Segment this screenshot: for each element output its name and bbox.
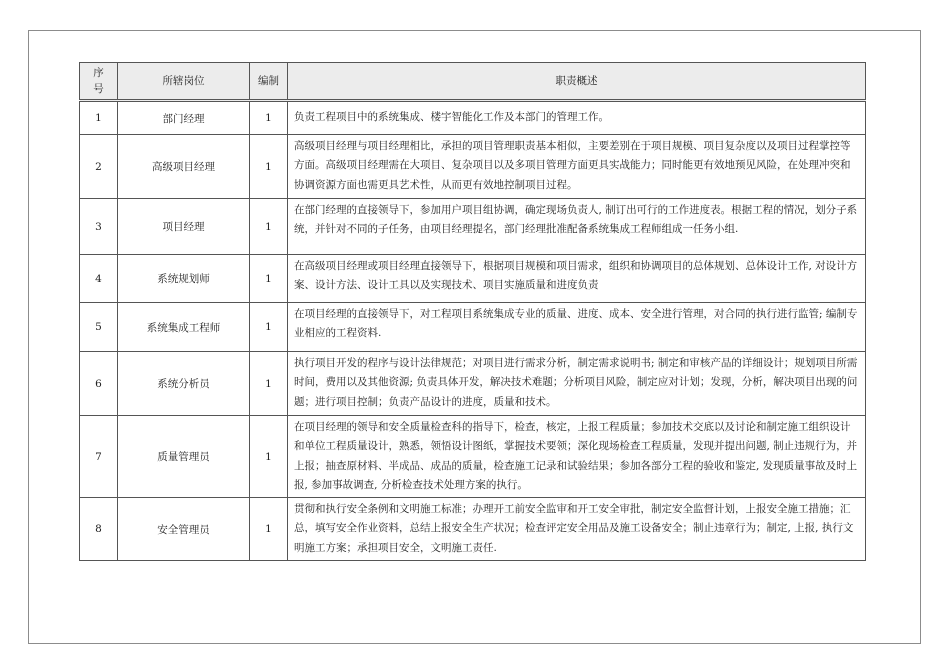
row-headcount: 1 — [250, 352, 288, 416]
row-headcount: 1 — [250, 199, 288, 255]
header-seq-line1: 序 — [93, 67, 104, 79]
row-number: 1 — [80, 101, 118, 135]
row-headcount: 1 — [250, 101, 288, 135]
table-row — [80, 199, 866, 255]
header-duties: 职责概述 — [288, 63, 866, 101]
row-headcount: 1 — [250, 498, 288, 561]
row-duty: 负责工程项目中的系统集成、楼宇智能化工作及本部门的管理工作。 — [288, 101, 866, 135]
duty-table — [79, 62, 866, 561]
row-duty: 高级项目经理与项目经理相比，承担的项目管理职责基本相似，主要差别在于项目规模、项目复杂度以及项目过程掌控等方面。高级项目经理需在大项目、复杂项目以及多项目管理方面更具实战能力；同时能更有效地预见风险，在处理冲突和协调资源方面也需更具艺术性，从而更有效地控制项目过程。 — [288, 135, 866, 199]
header-seq-line2: 号 — [93, 83, 104, 95]
row-position: 项目经理 — [118, 199, 250, 255]
row-position: 系统分析员 — [118, 352, 250, 416]
table-row — [80, 135, 866, 199]
row-duty: 执行项目开发的程序与设计法律规范；对项目进行需求分析，制定需求说明书; 制定和审核产品的详细设计；规划项目所需时间，费用以及其他资源; 负责具体开发，解决技术难题；分析项目风险，制定应对计划；发现，分析，解决项目出现的问题；进行项目控制；负责产品设计的进度，质量和技术。 — [288, 352, 866, 416]
row-position: 系统规划师 — [118, 255, 250, 303]
header-position: 所辖岗位 — [118, 63, 250, 101]
row-duty: 在项目经理的领导和安全质量检查科的指导下，检查，核定，上报工程质量；参加技术交底以及讨论和制定施工组织设计和单位工程质量设计，熟悉，领悟设计图纸，掌握技术要领；深化现场检查工程质量，发现并提出问题, 制止违规行为，并上报；抽查原材料、半成品、成品的质量，检查施工记录和试验结果；参加各部分工程的验收和鉴定, 发现质量事故及时上报, 参加事故调查, 分析检查技术处理方案的执行。 — [288, 416, 866, 498]
row-number: 5 — [80, 303, 118, 352]
row-number: 6 — [80, 352, 118, 416]
row-duty: 在部门经理的直接领导下，参加用户项目组协调，确定现场负责人, 制订出可行的工作进度表。根据工程的情况，划分子系统，并针对不同的子任务，由项目经理提名，部门经理批准配备系统集成工程师组成一任务小组. — [288, 199, 866, 255]
row-headcount: 1 — [250, 135, 288, 199]
header-row — [80, 63, 866, 101]
row-position: 高级项目经理 — [118, 135, 250, 199]
row-number: 7 — [80, 416, 118, 498]
row-headcount: 1 — [250, 416, 288, 498]
table-row — [80, 255, 866, 303]
row-headcount: 1 — [250, 303, 288, 352]
row-duty: 贯彻和执行安全条例和文明施工标准；办理开工前安全监审和开工安全审批，制定安全监督计划，上报安全施工措施；汇总，填写安全作业资料，总结上报安全生产状况；检查评定安全用品及施工设备安全；制止违章行为；制定, 上报, 执行文明施工方案；承担项目安全，文明施工责任. — [288, 498, 866, 561]
row-duty: 在项目经理的直接领导下，对工程项目系统集成专业的质量、进度、成本、安全进行管理，对合同的执行进行监管; 编制专业相应的工程资料. — [288, 303, 866, 352]
row-position: 系统集成工程师 — [118, 303, 250, 352]
table-row — [80, 303, 866, 352]
header-seq — [80, 63, 118, 101]
row-number: 4 — [80, 255, 118, 303]
table-row — [80, 498, 866, 561]
table-row — [80, 101, 866, 135]
header-headcount: 编制 — [250, 63, 288, 101]
row-position: 部门经理 — [118, 101, 250, 135]
row-number: 8 — [80, 498, 118, 561]
row-number: 3 — [80, 199, 118, 255]
row-position: 质量管理员 — [118, 416, 250, 498]
table-row — [80, 416, 866, 498]
row-number: 2 — [80, 135, 118, 199]
row-headcount: 1 — [250, 255, 288, 303]
row-duty: 在高级项目经理或项目经理直接领导下，根据项目规模和项目需求，组织和协调项目的总体规划、总体设计工作, 对设计方案、设计方法、设计工具以及实现技术、项目实施质量和进度负责 — [288, 255, 866, 303]
row-position: 安全管理员 — [118, 498, 250, 561]
table-row — [80, 352, 866, 416]
